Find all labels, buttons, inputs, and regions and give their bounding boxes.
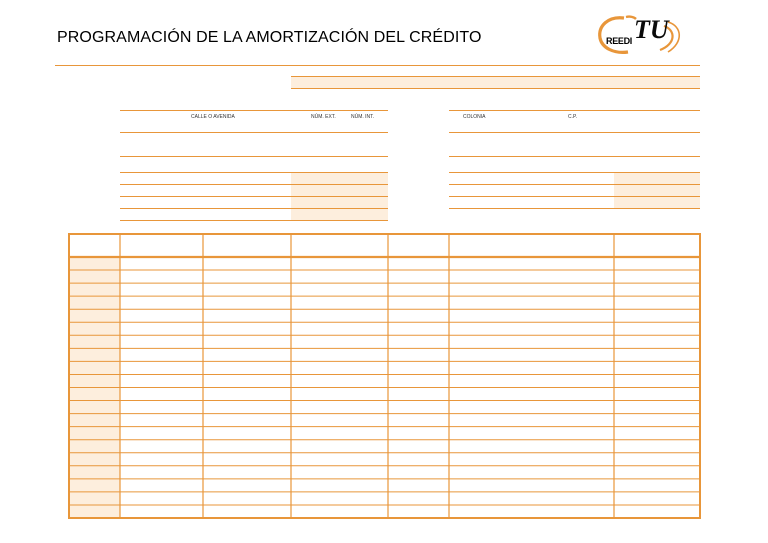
page-title: PROGRAMACIÓN DE LA AMORTIZACIÓN DEL CRÉDITO xyxy=(57,29,482,46)
logo-suffix: TU xyxy=(634,15,669,44)
table-border xyxy=(69,234,700,518)
label-cp: C.P. xyxy=(568,114,578,120)
label-colonia: COLONIA xyxy=(463,114,486,120)
label-street: CALLE O AVENIDA xyxy=(191,114,235,120)
label-num-int: NÚM. INT. xyxy=(351,114,375,120)
logo-prefix: REEDI xyxy=(606,36,633,46)
label-num-ext: NÚM. EXT. xyxy=(311,114,336,120)
